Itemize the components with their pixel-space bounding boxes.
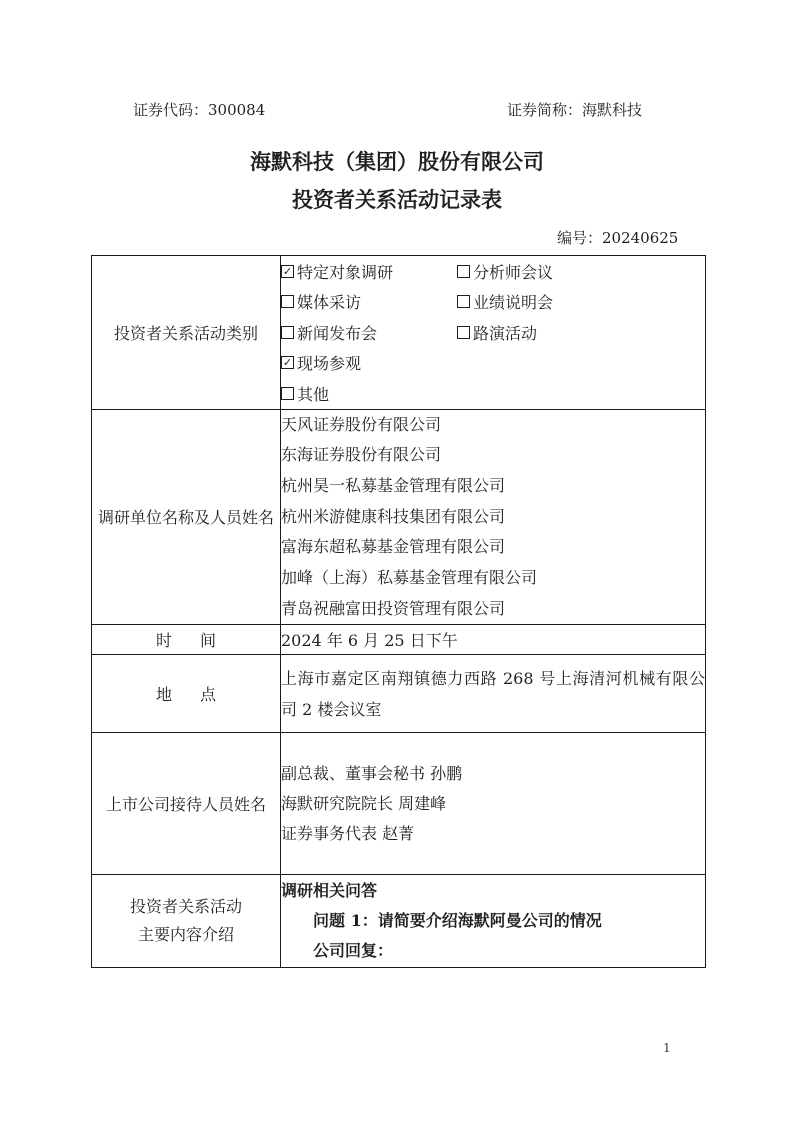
checkbox-option-label: 现场参观 <box>297 354 362 374</box>
question-1-text: 问题 1：请简要介绍海默阿曼公司的情况 <box>313 911 602 931</box>
stock-name-text: 证券简称：海默科技 <box>507 101 643 119</box>
receptionist-item: 海默研究院院长 周建峰 <box>281 793 447 813</box>
checkbox-option-label: 分析师会议 <box>473 262 554 282</box>
page-number: 1 <box>663 1041 671 1055</box>
checkbox-option <box>281 382 457 405</box>
place-label <box>92 655 281 733</box>
qa-content <box>281 875 706 968</box>
time-label <box>92 625 281 655</box>
org-name-item: 青岛祝融富田投资管理有限公司 <box>281 598 506 618</box>
org-name-item: 天风证券股份有限公司 <box>281 414 442 434</box>
checkbox-option-label: 路演活动 <box>473 323 538 343</box>
checkbox-line <box>281 317 705 348</box>
place-row <box>92 655 706 733</box>
checkbox-option <box>281 321 457 344</box>
place-label-char: 地 <box>155 685 172 705</box>
document-title: 海默科技（集团）股份有限公司 <box>250 149 544 174</box>
time-value: 2024 年 6 月 25 日下午 <box>281 625 706 655</box>
time-label-char: 间 <box>200 631 217 651</box>
checkbox-option <box>281 260 457 283</box>
activity-category-options <box>281 256 706 410</box>
organizations-list <box>281 409 706 625</box>
qa-section-heading: 调研相关问答 <box>281 881 378 901</box>
checkbox-unchecked-icon <box>457 326 470 339</box>
receptionist-item: 副总裁、董事会秘书 孙鹏 <box>281 763 463 783</box>
content-intro-label <box>92 875 281 968</box>
org-name-item: 杭州米游健康科技集团有限公司 <box>281 506 506 526</box>
receptionists-label: 上市公司接待人员姓名 <box>92 733 281 875</box>
place-value: 上海市嘉定区南翔镇德力西路 268 号上海清河机械有限公司 2 楼会议室 <box>281 655 706 733</box>
org-name-item: 加峰（上海）私募基金管理有限公司 <box>281 567 538 587</box>
checkbox-checked-icon: ✓ <box>282 356 293 370</box>
receptionist-item: 证券事务代表 赵菁 <box>281 823 415 843</box>
checkbox-option-label: 其他 <box>297 384 330 404</box>
organizations-label: 调研单位名称及人员姓名 <box>92 409 281 625</box>
ir-activity-table <box>91 255 706 968</box>
checkbox-unchecked-icon <box>457 295 470 308</box>
receptionists-row <box>92 733 706 875</box>
checkbox-option <box>457 290 553 313</box>
checkbox-unchecked-icon <box>281 295 294 308</box>
checkbox-option-label: 新闻发布会 <box>297 323 378 343</box>
checkbox-checked-icon: ✓ <box>282 264 293 278</box>
checkbox-option <box>457 321 537 344</box>
stock-code-text: 证券代码：300084 <box>133 101 266 119</box>
checkbox-unchecked-icon <box>281 387 294 400</box>
checkbox-option <box>281 351 457 374</box>
checkbox-unchecked-icon <box>281 326 294 339</box>
place-label-char: 点 <box>200 685 217 705</box>
company-reply-label: 公司回复： <box>313 941 394 961</box>
time-row <box>92 625 706 655</box>
checkbox-option <box>457 260 553 283</box>
checkbox-option <box>281 290 457 313</box>
checkbox-option-label: 特定对象调研 <box>297 262 394 282</box>
org-name-item: 杭州昊一私募基金管理有限公司 <box>281 475 506 495</box>
checkbox-line <box>281 348 705 379</box>
content-intro-label-line: 主要内容介绍 <box>137 925 234 945</box>
activity-category-label: 投资者关系活动类别 <box>92 256 281 410</box>
checkbox-line <box>281 256 705 287</box>
activity-category-row <box>92 256 706 410</box>
checkbox-line <box>281 287 705 318</box>
receptionists-list <box>281 733 706 875</box>
time-label-char: 时 <box>155 631 172 651</box>
organizations-row <box>92 409 706 625</box>
checkbox-option-label: 业绩说明会 <box>473 293 554 313</box>
checkbox-line <box>281 378 705 409</box>
document-subtitle: 投资者关系活动记录表 <box>292 187 502 212</box>
content-intro-row <box>92 875 706 968</box>
document-number: 编号：20240625 <box>557 229 679 247</box>
org-name-item: 东海证券股份有限公司 <box>281 445 442 465</box>
checkbox-option-label: 媒体采访 <box>297 293 362 313</box>
checkbox-unchecked-icon <box>457 265 470 278</box>
content-intro-label-line: 投资者关系活动 <box>129 897 242 917</box>
org-name-item: 富海东超私募基金管理有限公司 <box>281 537 506 557</box>
